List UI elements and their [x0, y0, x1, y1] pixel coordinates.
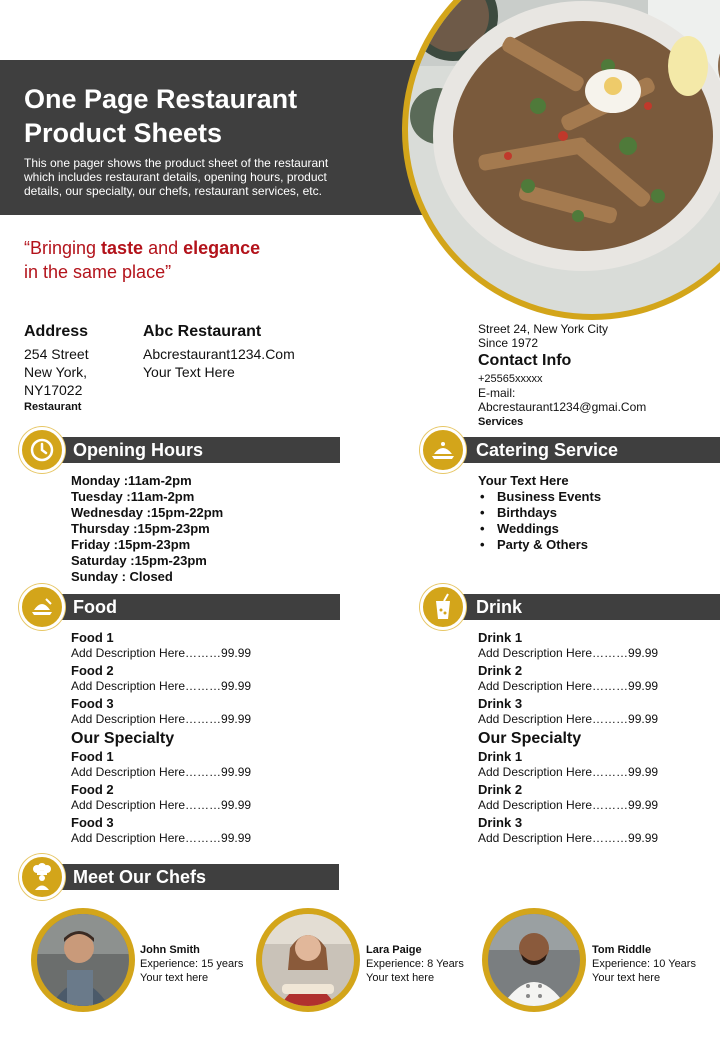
- chef-photo-frame: [256, 908, 360, 1012]
- contact-sub: Services: [478, 416, 524, 428]
- catering-item: • Party & Others: [478, 537, 601, 553]
- tagline-bold-2: elegance: [183, 238, 261, 258]
- tagline-bold-1: taste: [101, 238, 144, 258]
- food-item-desc: Add Description Here………99.99: [71, 679, 252, 693]
- drink-title: Drink: [476, 597, 523, 617]
- food-specialty-name: Food 1: [71, 749, 114, 764]
- hours-sunday: Sunday : Closed: [71, 569, 173, 584]
- food-specialty-desc: Add Description Here………99.99: [71, 831, 252, 845]
- hours-saturday: Saturday :15pm-23pm: [71, 553, 207, 568]
- tagline: [24, 236, 324, 284]
- tagline-text-1: “Bringing: [24, 238, 102, 258]
- chef-name: Tom Riddle: [592, 944, 652, 956]
- catering-intro: Your Text Here: [478, 473, 569, 488]
- chef-info: [366, 943, 464, 985]
- chef-photo: [37, 914, 129, 1006]
- drink-specialty-title: Our Specialty: [478, 730, 582, 747]
- catering-icon: [420, 427, 466, 473]
- catering-item: • Business Events: [478, 489, 601, 505]
- catering-header: [428, 437, 720, 463]
- drink-specialty-desc: Add Description Here………99.99: [478, 831, 659, 845]
- chef-text: Your text here: [140, 972, 209, 984]
- catering-title: Catering Service: [476, 440, 619, 460]
- food-item-desc: Add Description Here………99.99: [71, 646, 252, 660]
- food-specialty-name: Food 2: [71, 782, 114, 797]
- drink-item-name: Drink 1: [478, 630, 523, 645]
- food-icon: [19, 584, 65, 630]
- chef-text: Your text here: [366, 972, 435, 984]
- chef-info: [592, 943, 696, 985]
- address-sub: Restaurant: [24, 401, 82, 413]
- food-item-desc: Add Description Here………99.99: [71, 712, 252, 726]
- food-menu: [71, 630, 251, 848]
- chef-experience: Experience: 15 years: [140, 958, 244, 970]
- drink-header: [428, 594, 720, 620]
- restaurant-website[interactable]: Abcrestaurant1234.Com: [143, 346, 295, 362]
- address-line-3: NY17022: [24, 382, 83, 398]
- chef-photo-frame: [31, 908, 135, 1012]
- chef-experience: Experience: 10 Years: [592, 958, 696, 970]
- drink-item-desc: Add Description Here………99.99: [478, 646, 659, 660]
- food-specialty-desc: Add Description Here………99.99: [71, 798, 252, 812]
- drink-specialty-desc: Add Description Here………99.99: [478, 798, 659, 812]
- catering-item: • Birthdays: [478, 505, 601, 521]
- food-specialty-name: Food 3: [71, 815, 114, 830]
- chef-experience: Experience: 8 Years: [366, 958, 464, 970]
- chef-name: John Smith: [140, 944, 200, 956]
- title-line-1: One Page Restaurant: [24, 84, 298, 114]
- contact-since: Since 1972: [478, 336, 539, 350]
- food-specialty-title: Our Specialty: [71, 730, 175, 747]
- drink-item-desc: Add Description Here………99.99: [478, 712, 659, 726]
- food-item-name: Food 3: [71, 696, 114, 711]
- drink-item-desc: Add Description Here………99.99: [478, 679, 659, 693]
- opening-hours-title: Opening Hours: [73, 440, 203, 460]
- contact-email[interactable]: Abcrestaurant1234@gmai.Com: [478, 400, 647, 414]
- food-item-name: Food 1: [71, 630, 114, 645]
- drink-icon: [420, 584, 466, 630]
- tagline-text-3: in the same place”: [24, 262, 172, 282]
- hours-wednesday: Wednesday :15pm-22pm: [71, 505, 224, 520]
- food-item-name: Food 2: [71, 663, 114, 678]
- drink-specialty-desc: Add Description Here………99.99: [478, 765, 659, 779]
- contact-email-label: E-mail:: [478, 386, 516, 400]
- drink-menu: [478, 630, 658, 848]
- page-title: [24, 82, 384, 150]
- hours-friday: Friday :15pm-23pm: [71, 537, 191, 552]
- hours-monday: Monday :11am-2pm: [71, 473, 192, 488]
- restaurant-name: Abc Restaurant: [143, 323, 262, 340]
- address-line-2: New York,: [24, 364, 88, 380]
- food-header: [25, 594, 340, 620]
- catering-list: [478, 473, 601, 553]
- chefs-header: [25, 864, 339, 890]
- drink-specialty-name: Drink 2: [478, 782, 523, 797]
- catering-item: • Weddings: [478, 521, 601, 537]
- hero-food-image: [408, 0, 720, 314]
- tagline-text-2: and: [143, 238, 184, 258]
- contact-label: Contact Info: [478, 352, 572, 369]
- hero-image-frame: [402, 0, 720, 320]
- drink-item-name: Drink 3: [478, 696, 523, 711]
- drink-item-name: Drink 2: [478, 663, 523, 678]
- title-line-2: Product Sheets: [24, 118, 223, 148]
- restaurant-text: Your Text Here: [143, 364, 235, 380]
- chef-photo: [488, 914, 580, 1006]
- food-title: Food: [73, 597, 117, 617]
- contact-phone: +25565xxxxx: [478, 373, 543, 385]
- opening-hours-list: [71, 473, 223, 585]
- chef-info: [140, 943, 243, 985]
- clock-icon: [19, 427, 65, 473]
- address-line-1: 254 Street: [24, 346, 89, 362]
- hours-thursday: Thursday :15pm-23pm: [71, 521, 210, 536]
- chef-name: Lara Paige: [366, 944, 422, 956]
- address-label: Address: [24, 323, 89, 340]
- chef-photo: [262, 914, 354, 1006]
- drink-specialty-name: Drink 3: [478, 815, 523, 830]
- contact-street: Street 24, New York City: [478, 322, 609, 336]
- hours-tuesday: Tuesday :11am-2pm: [71, 489, 195, 504]
- chef-icon: [19, 854, 65, 900]
- chefs-title: Meet Our Chefs: [73, 867, 207, 887]
- page-description: This one pager shows the product sheet of the restaurant which includes restaurant details, opening hours, product details, our specialty, our chefs, restaurant services, etc.: [24, 156, 329, 198]
- opening-hours-header: [25, 437, 340, 463]
- food-specialty-desc: Add Description Here………99.99: [71, 765, 252, 779]
- chef-photo-frame: [482, 908, 586, 1012]
- drink-specialty-name: Drink 1: [478, 749, 523, 764]
- chef-text: Your text here: [592, 972, 661, 984]
